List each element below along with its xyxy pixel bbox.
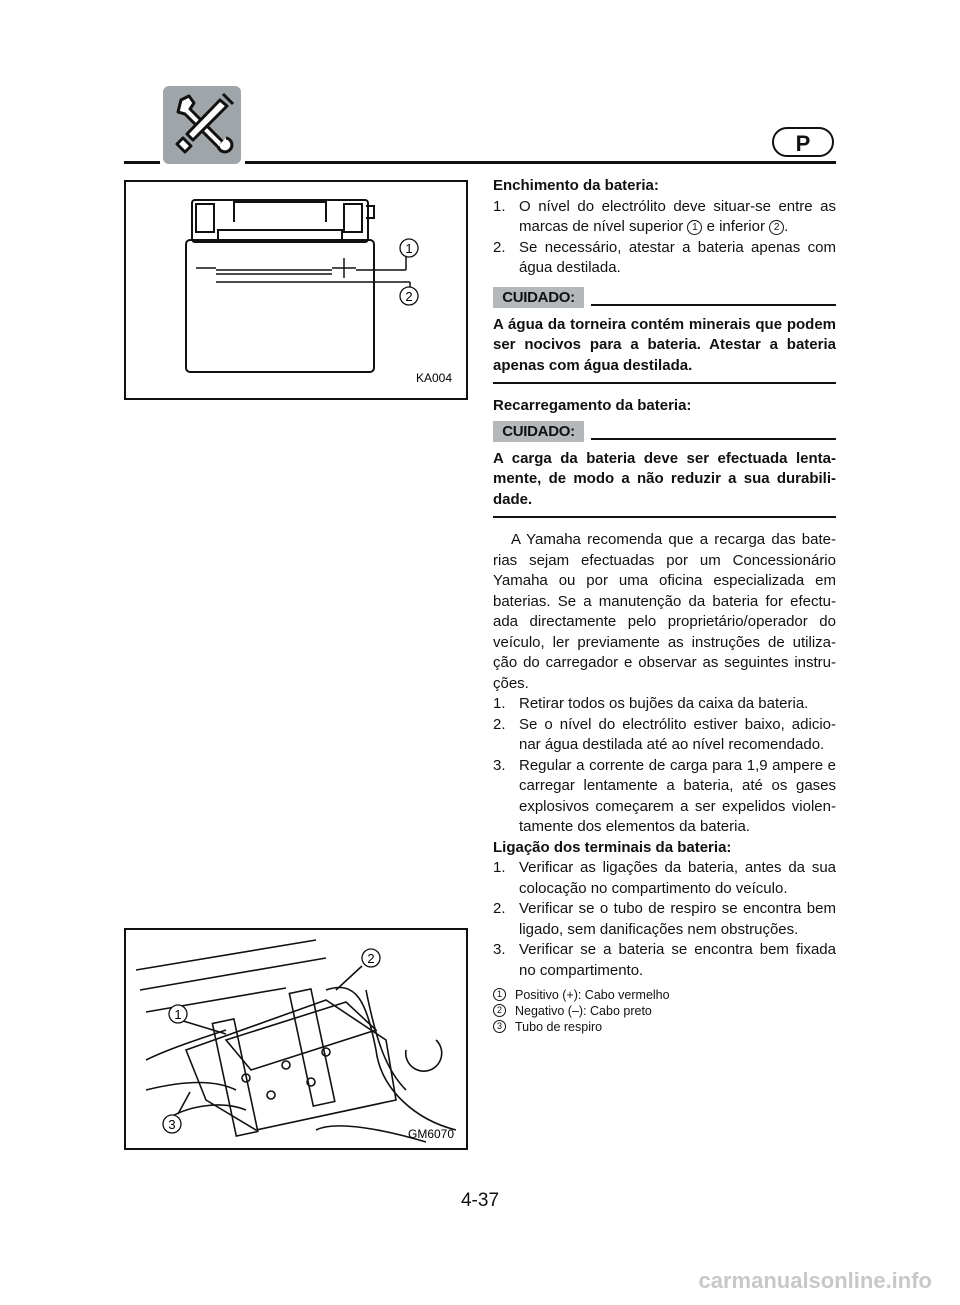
- text-column: [493, 176, 836, 1035]
- figure-legend: [493, 987, 836, 1035]
- battery-drawing: [126, 182, 466, 398]
- caution-label: CUIDADO:: [493, 287, 584, 308]
- header-rule-right: [245, 161, 836, 164]
- ref-2-icon: 2: [769, 220, 784, 235]
- caution-rule: [591, 304, 836, 306]
- callout-2: 2: [367, 951, 375, 966]
- caution-header-2: [493, 421, 836, 443]
- terminal-step: 3. Verificar se a bateria se encontra bem fixada no compartimento.: [493, 941, 836, 979]
- figure-battery-levels: [124, 180, 468, 400]
- language-badge: P: [772, 127, 834, 157]
- caution-end-rule: [493, 382, 836, 384]
- heading-terminals: Ligação dos terminais da bateria:: [493, 838, 732, 856]
- installed-battery-drawing: [126, 930, 466, 1148]
- figure-code: GM6070: [408, 1127, 455, 1141]
- legend-item: 2 Negativo (–): Cabo preto: [493, 1003, 836, 1019]
- figure-battery-installed: [124, 928, 468, 1150]
- watermark: carmanualsonline.info: [698, 1268, 932, 1293]
- callout-1: 1: [174, 1007, 182, 1022]
- caution-header-1: [493, 287, 836, 309]
- header-rule-left: [124, 161, 160, 164]
- ref-3-icon: 3: [493, 1020, 506, 1033]
- recharge-paragraph: A Yamaha recomenda que a recarga das bate-rias sejam efectuadas por um Concessionário Yamaha ou por uma oficina especializada em baterias. Se a manutenção da bateria for efectu-ada directamente pelo proprietário/operador do veículo, ler previamente as instruções de utiliza-ção do carregador e observar as seguintes instru-ções.: [493, 531, 836, 692]
- ref-1-icon: 1: [687, 220, 702, 235]
- fill-step-2: 2. Se necessário, atestar a bateria apenas com água destilada.: [493, 238, 836, 276]
- caution-end-rule: [493, 516, 836, 518]
- legend-item: 1 Positivo (+): Cabo vermelho: [493, 987, 836, 1003]
- callout-1: 1: [405, 241, 413, 256]
- ref-2-icon: 2: [493, 1004, 506, 1017]
- recharge-step: 2. Se o nível do electrólito estiver baixo, adicio-nar água destilada até ao nível recomendado.: [493, 715, 836, 753]
- heading-recharge: Recarregamento da bateria:: [493, 397, 692, 414]
- caution-text-1: A água da torneira contém minerais que podem ser nocivos para a bateria. Atestar a bateria apenas com água destilada.: [493, 315, 836, 374]
- caution-text-2: A carga da bateria deve ser efectuada lenta-mente, de modo a não reduzir a sua durabili-dade.: [493, 449, 836, 508]
- legend-item: 3 Tubo de respiro: [493, 1019, 836, 1035]
- callout-3: 3: [168, 1117, 176, 1132]
- fill-step-1: 1. O nível do electrólito deve situar-se entre as marcas de nível superior 1 e inferior 2 .: [493, 197, 836, 235]
- recharge-step: 3. Regular a corrente de carga para 1,9 ampere e carregar lentamente a bateria, até os gases explosivos começarem a ser expelidos violen-tamente dos elementos da bateria.: [493, 756, 836, 835]
- maintenance-tools-icon: [163, 86, 241, 164]
- callout-2: 2: [405, 289, 413, 304]
- figure-code: KA004: [416, 371, 453, 385]
- ref-1-icon: 1: [493, 988, 506, 1001]
- heading-filling: Enchimento da bateria:: [493, 177, 659, 194]
- recharge-step: 1. Retirar todos os bujões da caixa da bateria.: [493, 695, 809, 712]
- caution-rule: [591, 438, 836, 440]
- terminal-step: 1. Verificar as ligações da bateria, antes da sua colocação no compartimento do veículo.: [493, 859, 836, 897]
- caution-label: CUIDADO:: [493, 421, 584, 442]
- page-number: 4-37: [460, 1190, 500, 1211]
- terminal-step: 2. Verificar se o tubo de respiro se encontra bem ligado, sem danificações nem obstruções.: [493, 900, 836, 938]
